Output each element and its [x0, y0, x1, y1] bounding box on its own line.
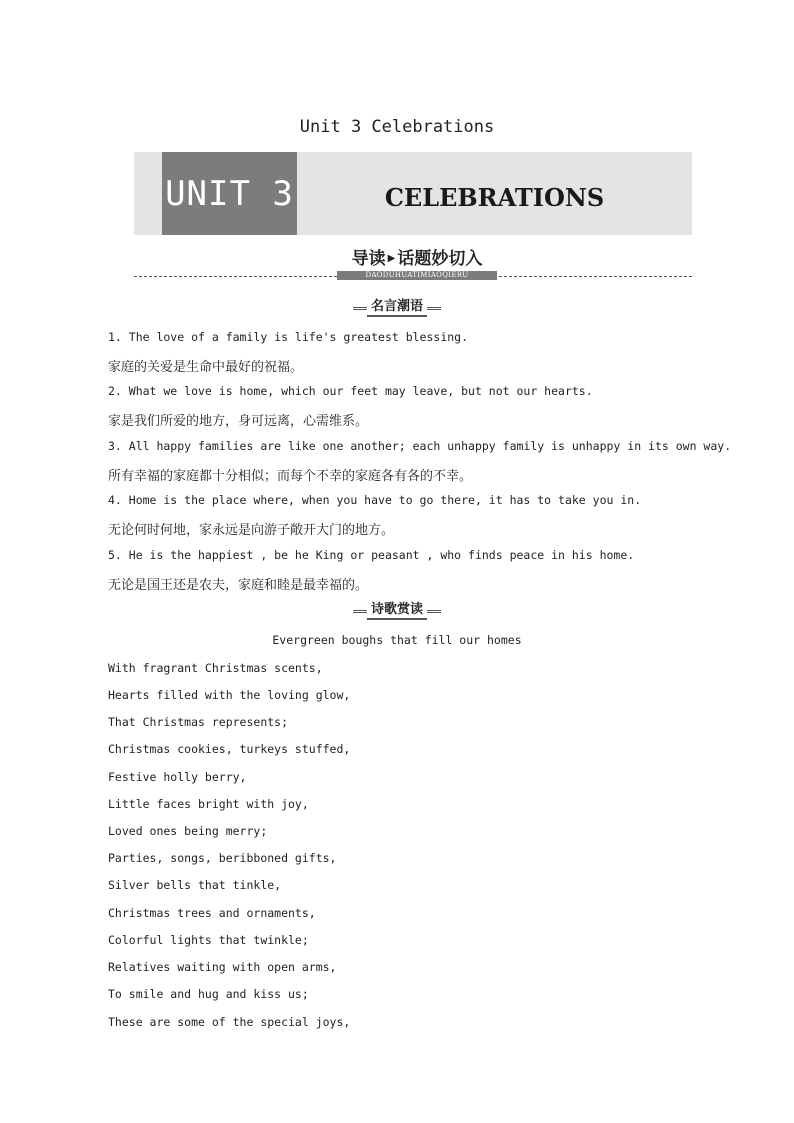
- page-title: Unit 3 Celebrations: [299, 117, 495, 137]
- guide-heading-right: 话题妙切入: [397, 249, 483, 269]
- quotes-section-tag: [0, 299, 794, 317]
- poem-line: Festive holly berry,: [108, 770, 247, 784]
- poem-tag: [353, 602, 441, 620]
- quotes-tag: [353, 299, 441, 317]
- poem-line: Colorful lights that twinkle;: [108, 933, 309, 947]
- guide-header: [134, 248, 692, 282]
- poem-title: Evergreen boughs that fill our homes: [272, 633, 522, 647]
- guide-heading: [337, 248, 497, 270]
- quote-zh: 家庭的关爱是生命中最好的祝福。: [108, 360, 304, 375]
- quote-en: 4. Home is the place where, when you have to go there, it has to take you in.: [108, 493, 642, 507]
- poem-line: Christmas trees and ornaments,: [108, 906, 316, 920]
- quote-zh: 无论何时何地，家永远是向游子敞开大门的地方。: [108, 523, 395, 538]
- poem-line: Parties, songs, beribboned gifts,: [108, 851, 337, 865]
- banner-unit-label: UNIT 3: [162, 152, 297, 235]
- poem-line: Relatives waiting with open arms,: [108, 960, 337, 974]
- poem-line: Hearts filled with the loving glow,: [108, 688, 351, 702]
- quote-en: 2. What we love is home, which our feet may leave, but not our hearts.: [108, 384, 593, 398]
- poem-line: With fragrant Christmas scents,: [108, 661, 323, 675]
- tag-bar-right: [427, 610, 441, 613]
- poem-line: To smile and hug and kiss us;: [108, 987, 309, 1001]
- poem-line: These are some of the special joys,: [108, 1015, 351, 1029]
- quotes-heading: 名言潮语: [367, 299, 427, 317]
- quote-zh: 无论是国王还是农夫，家庭和睦是最幸福的。: [108, 578, 369, 593]
- banner-title: CELEBRATIONS: [384, 183, 605, 212]
- poem-line: Little faces bright with joy,: [108, 797, 309, 811]
- poem-line: Christmas cookies, turkeys stuffed,: [108, 742, 351, 756]
- poem-line: Loved ones being merry;: [108, 824, 268, 838]
- poem-heading: 诗歌赏读: [367, 602, 427, 620]
- poem-line: That Christmas represents;: [108, 715, 289, 729]
- arrow-right-icon: ▶: [387, 253, 396, 264]
- quote-zh: 家是我们所爱的地方，身可远离，心需维系。: [108, 414, 369, 429]
- tag-bar-right: [427, 307, 441, 310]
- tag-bar-left: [353, 307, 367, 310]
- poem-section-tag: [0, 602, 794, 620]
- guide-subtitle: DAODUHUATIMIAOQIERU: [337, 271, 497, 280]
- quote-en: 1. The love of a family is life's greatest blessing.: [108, 330, 469, 344]
- unit-banner: [134, 152, 692, 235]
- guide-heading-left: 导读: [351, 249, 386, 269]
- quote-en: 3. All happy families are like one another; each unhappy family is unhappy in its own way.: [108, 439, 732, 453]
- quote-en: 5. He is the happiest , be he King or peasant , who finds peace in his home.: [108, 548, 635, 562]
- poem-line: Silver bells that tinkle,: [108, 878, 282, 892]
- tag-bar-left: [353, 610, 367, 613]
- quote-zh: 所有幸福的家庭都十分相似；而每个不幸的家庭各有各的不幸。: [108, 469, 473, 484]
